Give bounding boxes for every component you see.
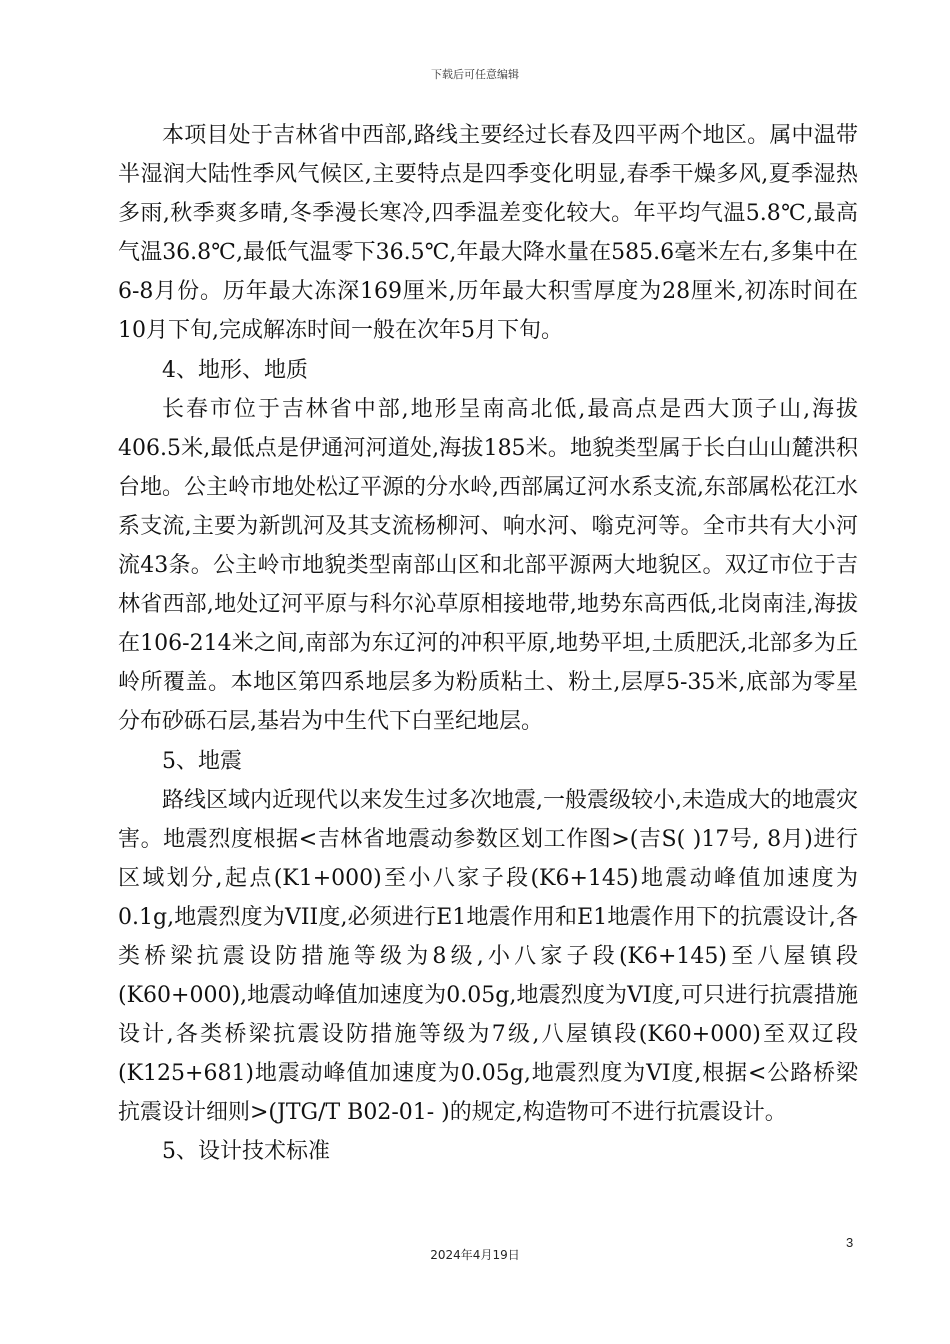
page-footer-date: 2024年4月19日 [430,1248,520,1262]
page-header: 下载后可任意编辑 [431,68,519,81]
section-heading-earthquake: 5、地震 [162,748,242,774]
document-body [118,116,858,1172]
terrain-paragraph: 长春市位于吉林省中部,地形呈南高北低,最高点是西大顶子山,海拔406.5米,最低点是伊通河河道处,海拔185米。地貌类型属于长白山山麓洪积台地。公主岭市地处松辽平源的分水岭,西部属辽河水系支流,东部属松花江水系支流,主要为新凯河及其支流杨柳河、响水河、嗡克河等。全市共有大小河流43条。公主岭市地貌类型南部山区和北部平源两大地貌区。双辽市位于吉林省西部,地处辽河平原与科尔沁草原相接地带,地势东高西低,北岗南洼,海拔在106-214米之间,南部为东辽河的冲积平原,地势平坦,土质肥沃,北部多为丘岭所覆盖。本地区第四系地层多为粉质粘土、粉土,层厚5-35米,底部为零星分布砂砾石层,基岩为中生代下白垩纪地层。 [118,396,858,735]
climate-paragraph: 本项目处于吉林省中西部,路线主要经过长春及四平两个地区。属中温带半湿润大陆性季风气候区,主要特点是四季变化明显,春季干燥多风,夏季湿热多雨,秋季爽多晴,冬季漫长寒冷,四季温差变化较大。年平均气温5.8℃,最高气温36.8℃,最低气温零下36.5℃,年最大降水量在585.6毫米左右,多集中在6-8月份。历年最大冻深169厘米,历年最大积雪厚度为28厘米,初冻时间在10月下旬,完成解冻时间一般在次年5月下旬。 [118,123,858,344]
section-heading-standards: 5、设计技术标准 [162,1139,330,1165]
page-number: 3 [846,1235,854,1250]
earthquake-paragraph: 路线区域内近现代以来发生过多次地震,一般震级较小,未造成大的地震灾害。地震烈度根据<吉林省地震动参数区划工作图>(吉S( )17号, 8月)进行区域划分,起点(K1+000)至小八家子段(K6+145)地震动峰值加速度为0.1g,地震烈度为VII度,必须进行E1地震作用和E1地震作用下的抗震设计,各类桥梁抗震设防措施等级为8级,小八家子段(K6+145)至八屋镇段(K60+000),地震动峰值加速度为0.05g,地震烈度为VI度,可只进行抗震措施设计,各类桥梁抗震设防措施等级为7级,八屋镇段(K60+000)至双辽段(K125+681)地震动峰值加速度为0.05g,地震烈度为VI度,根据<公路桥梁抗震设计细则>(JTG/T B02-01- )的规定,构造物可不进行抗震设计。 [118,787,858,1126]
section-heading-terrain: 4、地形、地质 [162,357,308,383]
